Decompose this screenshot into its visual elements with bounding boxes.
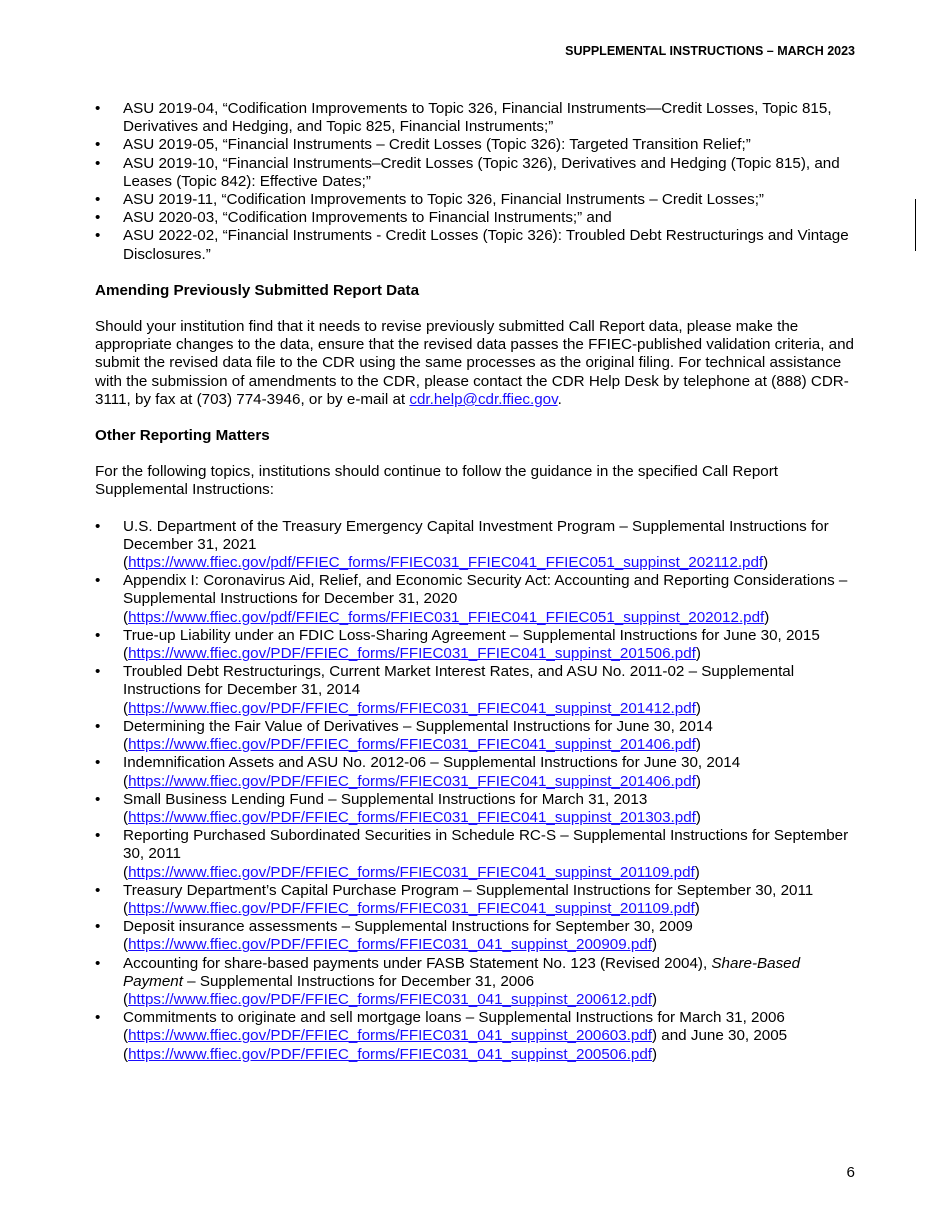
amending-paragraph: Should your institution find that it needs to revise previously submitted Call Report data, please make the appropriate changes to the data, ensure that the revised data passes the FFIEC-published validation criteria, and submit the revised data file to the CDR using the same processes as the original filing. For technical assistance with the submission of amendments to the CDR, please contact the CDR Help Desk by telephone at (888) CDR-3111, by fax at (703) 774-3946, or by e-mail at cdr.help@cdr.ffiec.gov.	[95, 318, 854, 408]
guidance-link[interactable]: https://www.ffiec.gov/PDF/FFIEC_forms/FFIEC031_FFIEC041_suppinst_201506.pdf	[128, 645, 696, 663]
list-item: • ASU 2019-04, “Codification Improvements to Topic 326, Financial Instruments—Credit Losses, Topic 815, Derivatives and Hedging, and Topic 825, Financial Instruments;”	[95, 100, 832, 136]
list-item: • Troubled Debt Restructurings, Current Market Interest Rates, and ASU No. 2011-02 – Supplemental Instructions for December 31, 2014 (https://www.ffiec.gov/PDF/FFIEC_forms/FFIEC031_FFIEC041_suppinst_201412.pdf)	[95, 663, 795, 717]
guidance-link[interactable]: https://www.ffiec.gov/PDF/FFIEC_forms/FFIEC031_041_suppinst_200909.pdf	[128, 936, 653, 954]
guidance-link[interactable]: https://www.ffiec.gov/pdf/FFIEC_forms/FFIEC031_FFIEC041_FFIEC051_suppinst_202012.pdf	[128, 608, 765, 626]
list-item: • ASU 2019-05, “Financial Instruments – Credit Losses (Topic 326): Targeted Transition Relief;”	[95, 136, 751, 154]
list-item: • ASU 2019-10, “Financial Instruments–Credit Losses (Topic 326), Derivatives and Hedging (Topic 815), and Leases (Topic 842): Effective Dates;”	[95, 154, 840, 190]
list-item: • Determining the Fair Value of Derivatives – Supplemental Instructions for June 30, 2014 (https://www.ffiec.gov/PDF/FFIEC_forms/FFIEC031_FFIEC041_suppinst_201406.pdf)	[95, 717, 713, 754]
guidance-link[interactable]: https://www.ffiec.gov/PDF/FFIEC_forms/FFIEC031_FFIEC041_suppinst_201406.pdf	[128, 736, 696, 754]
list-item: • True-up Liability under an FDIC Loss-Sharing Agreement – Supplemental Instructions for June 30, 2015 (https://www.ffiec.gov/PDF/FFIEC_forms/FFIEC031_FFIEC041_suppinst_201506.pdf)	[95, 626, 820, 663]
other-matters-intro: For the following topics, institutions should continue to follow the guidance in the specified Call Report Supplemental Instructions:	[95, 463, 778, 499]
list-item: • ASU 2019-11, “Codification Improvements to Topic 326, Financial Instruments – Credit Losses;”	[95, 191, 764, 209]
page-header: SUPPLEMENTAL INSTRUCTIONS – MARCH 2023	[565, 44, 855, 58]
guidance-link[interactable]: https://www.ffiec.gov/PDF/FFIEC_forms/FFIEC031_041_suppinst_200612.pdf	[128, 990, 653, 1008]
guidance-link[interactable]: https://www.ffiec.gov/PDF/FFIEC_forms/FFIEC031_FFIEC041_suppinst_201109.pdf	[128, 899, 695, 917]
list-item: • Deposit insurance assessments – Supplemental Instructions for September 30, 2009 (https://www.ffiec.gov/PDF/FFIEC_forms/FFIEC031_041_suppinst_200909.pdf)	[95, 918, 693, 954]
amending-heading: Amending Previously Submitted Report Data	[95, 281, 420, 299]
list-item: • Accounting for share-based payments under FASB Statement No. 123 (Revised 2004), Share-Based Payment – Supplemental Instructions for December 31, 2006 (https://www.ffiec.gov/PDF/FFIEC_forms/FFIEC031_041_suppinst_200612.pdf)	[95, 954, 801, 1008]
list-item: • Appendix I: Coronavirus Aid, Relief, and Economic Security Act: Accounting and Reporting Considerations – Supplemental Instructions for December 31, 2020 (https://www.ffiec.gov/pdf/FFIEC_forms/FFIEC031_FFIEC041_FFIEC051_suppinst_202012.pdf)	[95, 572, 848, 626]
list-item: • Treasury Department’s Capital Purchase Program – Supplemental Instructions for September 30, 2011 (https://www.ffiec.gov/PDF/FFIEC_forms/FFIEC031_FFIEC041_suppinst_201109.pdf)	[95, 881, 814, 917]
list-item: • ASU 2020-03, “Codification Improvements to Financial Instruments;” and	[95, 209, 612, 227]
guidance-link[interactable]: https://www.ffiec.gov/PDF/FFIEC_forms/FFIEC031_FFIEC041_suppinst_201406.pdf	[128, 772, 696, 790]
guidance-list	[95, 518, 860, 1064]
list-item: • Small Business Lending Fund – Supplemental Instructions for March 31, 2013 (https://www.ffiec.gov/PDF/FFIEC_forms/FFIEC031_FFIEC041_suppinst_201303.pdf)	[95, 790, 701, 826]
cdr-email-link[interactable]: cdr.help@cdr.ffiec.gov	[409, 390, 558, 408]
list-item: • Reporting Purchased Subordinated Securities in Schedule RC-S – Supplemental Instructions for September 30, 2011 (https://www.ffiec.gov/PDF/FFIEC_forms/FFIEC031_FFIEC041_suppinst_201109.pdf)	[95, 827, 849, 881]
asu-list	[95, 100, 860, 264]
list-item: • Commitments to originate and sell mortgage loans – Supplemental Instructions for March 31, 2006 (https://www.ffiec.gov/PDF/FFIEC_forms/FFIEC031_041_suppinst_200603.pdf) and June 30, 2005 (https://www.ffiec.gov/PDF/FFIEC_forms/FFIEC031_041_suppinst_200506.pdf)	[95, 1009, 788, 1063]
guidance-link[interactable]: https://www.ffiec.gov/PDF/FFIEC_forms/FFIEC031_FFIEC041_suppinst_201412.pdf	[128, 699, 696, 717]
other-matters-heading: Other Reporting Matters	[95, 427, 270, 445]
page-number: 6	[846, 1164, 855, 1181]
list-item: • Indemnification Assets and ASU No. 2012-06 – Supplemental Instructions for June 30, 2014 (https://www.ffiec.gov/PDF/FFIEC_forms/FFIEC031_FFIEC041_suppinst_201406.pdf)	[95, 754, 741, 790]
guidance-link[interactable]: https://www.ffiec.gov/PDF/FFIEC_forms/FFIEC031_041_suppinst_200506.pdf	[128, 1045, 653, 1063]
page-content	[95, 100, 860, 1064]
guidance-link[interactable]: https://www.ffiec.gov/PDF/FFIEC_forms/FFIEC031_FFIEC041_suppinst_201303.pdf	[128, 808, 696, 826]
guidance-link[interactable]: https://www.ffiec.gov/pdf/FFIEC_forms/FFIEC031_FFIEC041_FFIEC051_suppinst_202112.pdf	[128, 554, 764, 572]
list-item: • U.S. Department of the Treasury Emergency Capital Investment Program – Supplemental Instructions for December 31, 2021 (https://www.ffiec.gov/pdf/FFIEC_forms/FFIEC031_FFIEC041_FFIEC051_suppinst_202112.pdf)	[95, 517, 829, 572]
list-item: • ASU 2022-02, “Financial Instruments - Credit Losses (Topic 326): Troubled Debt Restructurings and Vintage Disclosures.”	[95, 227, 849, 263]
guidance-link[interactable]: https://www.ffiec.gov/PDF/FFIEC_forms/FFIEC031_041_suppinst_200603.pdf	[128, 1027, 653, 1045]
revision-change-bar	[915, 199, 916, 251]
guidance-link[interactable]: https://www.ffiec.gov/PDF/FFIEC_forms/FFIEC031_FFIEC041_suppinst_201109.pdf	[128, 863, 695, 881]
